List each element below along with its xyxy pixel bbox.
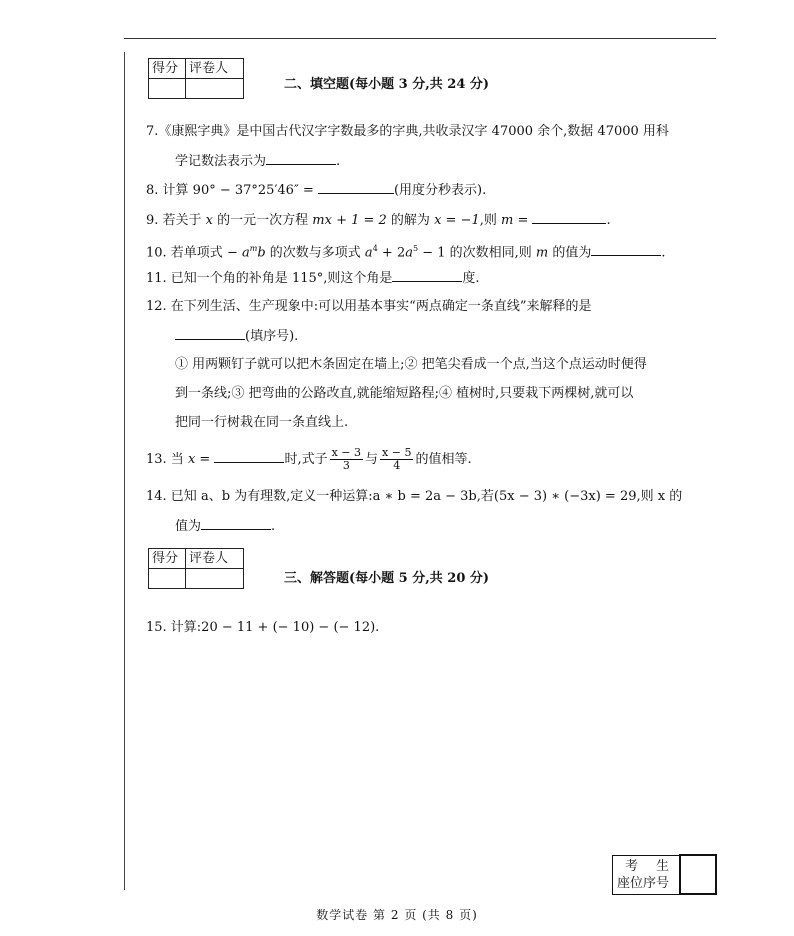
answer-blank-q7[interactable]	[266, 152, 336, 165]
answer-blank-q8[interactable]	[318, 181, 394, 194]
question-12-options-line1: ① 用两颗钉子就可以把木条固定在墙上;② 把笔尖看成一个点,当这个点运动时便得	[175, 357, 647, 372]
answer-blank-q12[interactable]	[175, 327, 245, 340]
section-title-solve: 三、解答题(每小题 5 分,共 20 分)	[284, 571, 490, 586]
question-7-line2: 学记数法表示为 .	[175, 154, 341, 169]
seat-number-field[interactable]	[680, 855, 716, 894]
question-12-options-line2: 到一条线;③ 把弯曲的公路改直,就能缩短路程;④ 植树时,只要栽下两棵树,就可以	[175, 386, 634, 401]
score-box-fill-blank	[148, 58, 244, 99]
reviewer-cell[interactable]	[186, 79, 244, 99]
question-15: 15. 计算:20 − 11 + (− 10) − (− 12).	[146, 620, 380, 635]
top-rule	[124, 38, 716, 39]
binding-margin-line	[124, 52, 125, 890]
question-8: 8. 计算 90° − 37°25′46″ = (用度分秒表示).	[146, 183, 487, 198]
answer-blank-q13[interactable]	[214, 450, 284, 463]
score-box-solve	[148, 548, 244, 589]
question-9: 9. 若关于 x 的一元一次方程 mx + 1 = 2 的解为 x = −1,则 m = .	[146, 213, 611, 228]
score-label: 得分	[149, 549, 186, 569]
answer-blank-q11[interactable]	[392, 269, 462, 282]
score-cell[interactable]	[149, 569, 186, 589]
seat-number-box	[612, 854, 717, 895]
question-14-line1: 14. 已知 a、b 为有理数,定义一种运算:a ∗ b = 2a − 3b,若(5x − 3) ∗ (−3x) = 29,则 x 的	[146, 489, 683, 504]
seat-number-label: 考 生 座位序号	[613, 855, 681, 894]
question-12-options-line3: 把同一行树栽在同一条直线上.	[175, 415, 349, 430]
page-footer: 数学试卷 第 2 页 (共 8 页)	[316, 908, 478, 922]
answer-blank-q9[interactable]	[532, 211, 606, 224]
reviewer-label: 评卷人	[186, 549, 244, 569]
question-7-line1: 7.《康熙字典》是中国古代汉字字数最多的字典,共收录汉字 47000 余个,数据 47000 用科	[146, 124, 669, 139]
question-12-line2: (填序号).	[175, 327, 298, 346]
score-label: 得分	[149, 59, 186, 79]
score-cell[interactable]	[149, 79, 186, 99]
answer-blank-q14[interactable]	[201, 517, 271, 530]
question-12-line1: 12. 在下列生活、生产现象中:可以用基本事实“两点确定一条直线”来解释的是	[146, 299, 592, 314]
question-13: 13. 当 x = 时,式子 $\frac{x - 3}{3}$ 与 $\frac{x - 5}{4}$ 的值相等.	[146, 446, 472, 472]
section-title-fill-blank: 二、填空题(每小题 3 分,共 24 分)	[284, 77, 490, 92]
fraction-2: $\frac{x - 5}{4}$	[382, 446, 412, 472]
question-14-line2: 值为 .	[175, 519, 276, 534]
question-10: 10. 若单项式 − $a^mb$ 的次数与多项式 $a^4 + 2a^5 - 1$ 的次数相同,则 m 的值为 .	[146, 244, 666, 261]
question-11: 11. 已知一个角的补角是 115°,则这个角是 度.	[146, 271, 480, 286]
reviewer-label: 评卷人	[186, 59, 244, 79]
fraction-1: $\frac{x - 3}{3}$	[331, 446, 362, 472]
answer-blank-q10[interactable]	[591, 243, 661, 256]
reviewer-cell[interactable]	[186, 569, 244, 589]
